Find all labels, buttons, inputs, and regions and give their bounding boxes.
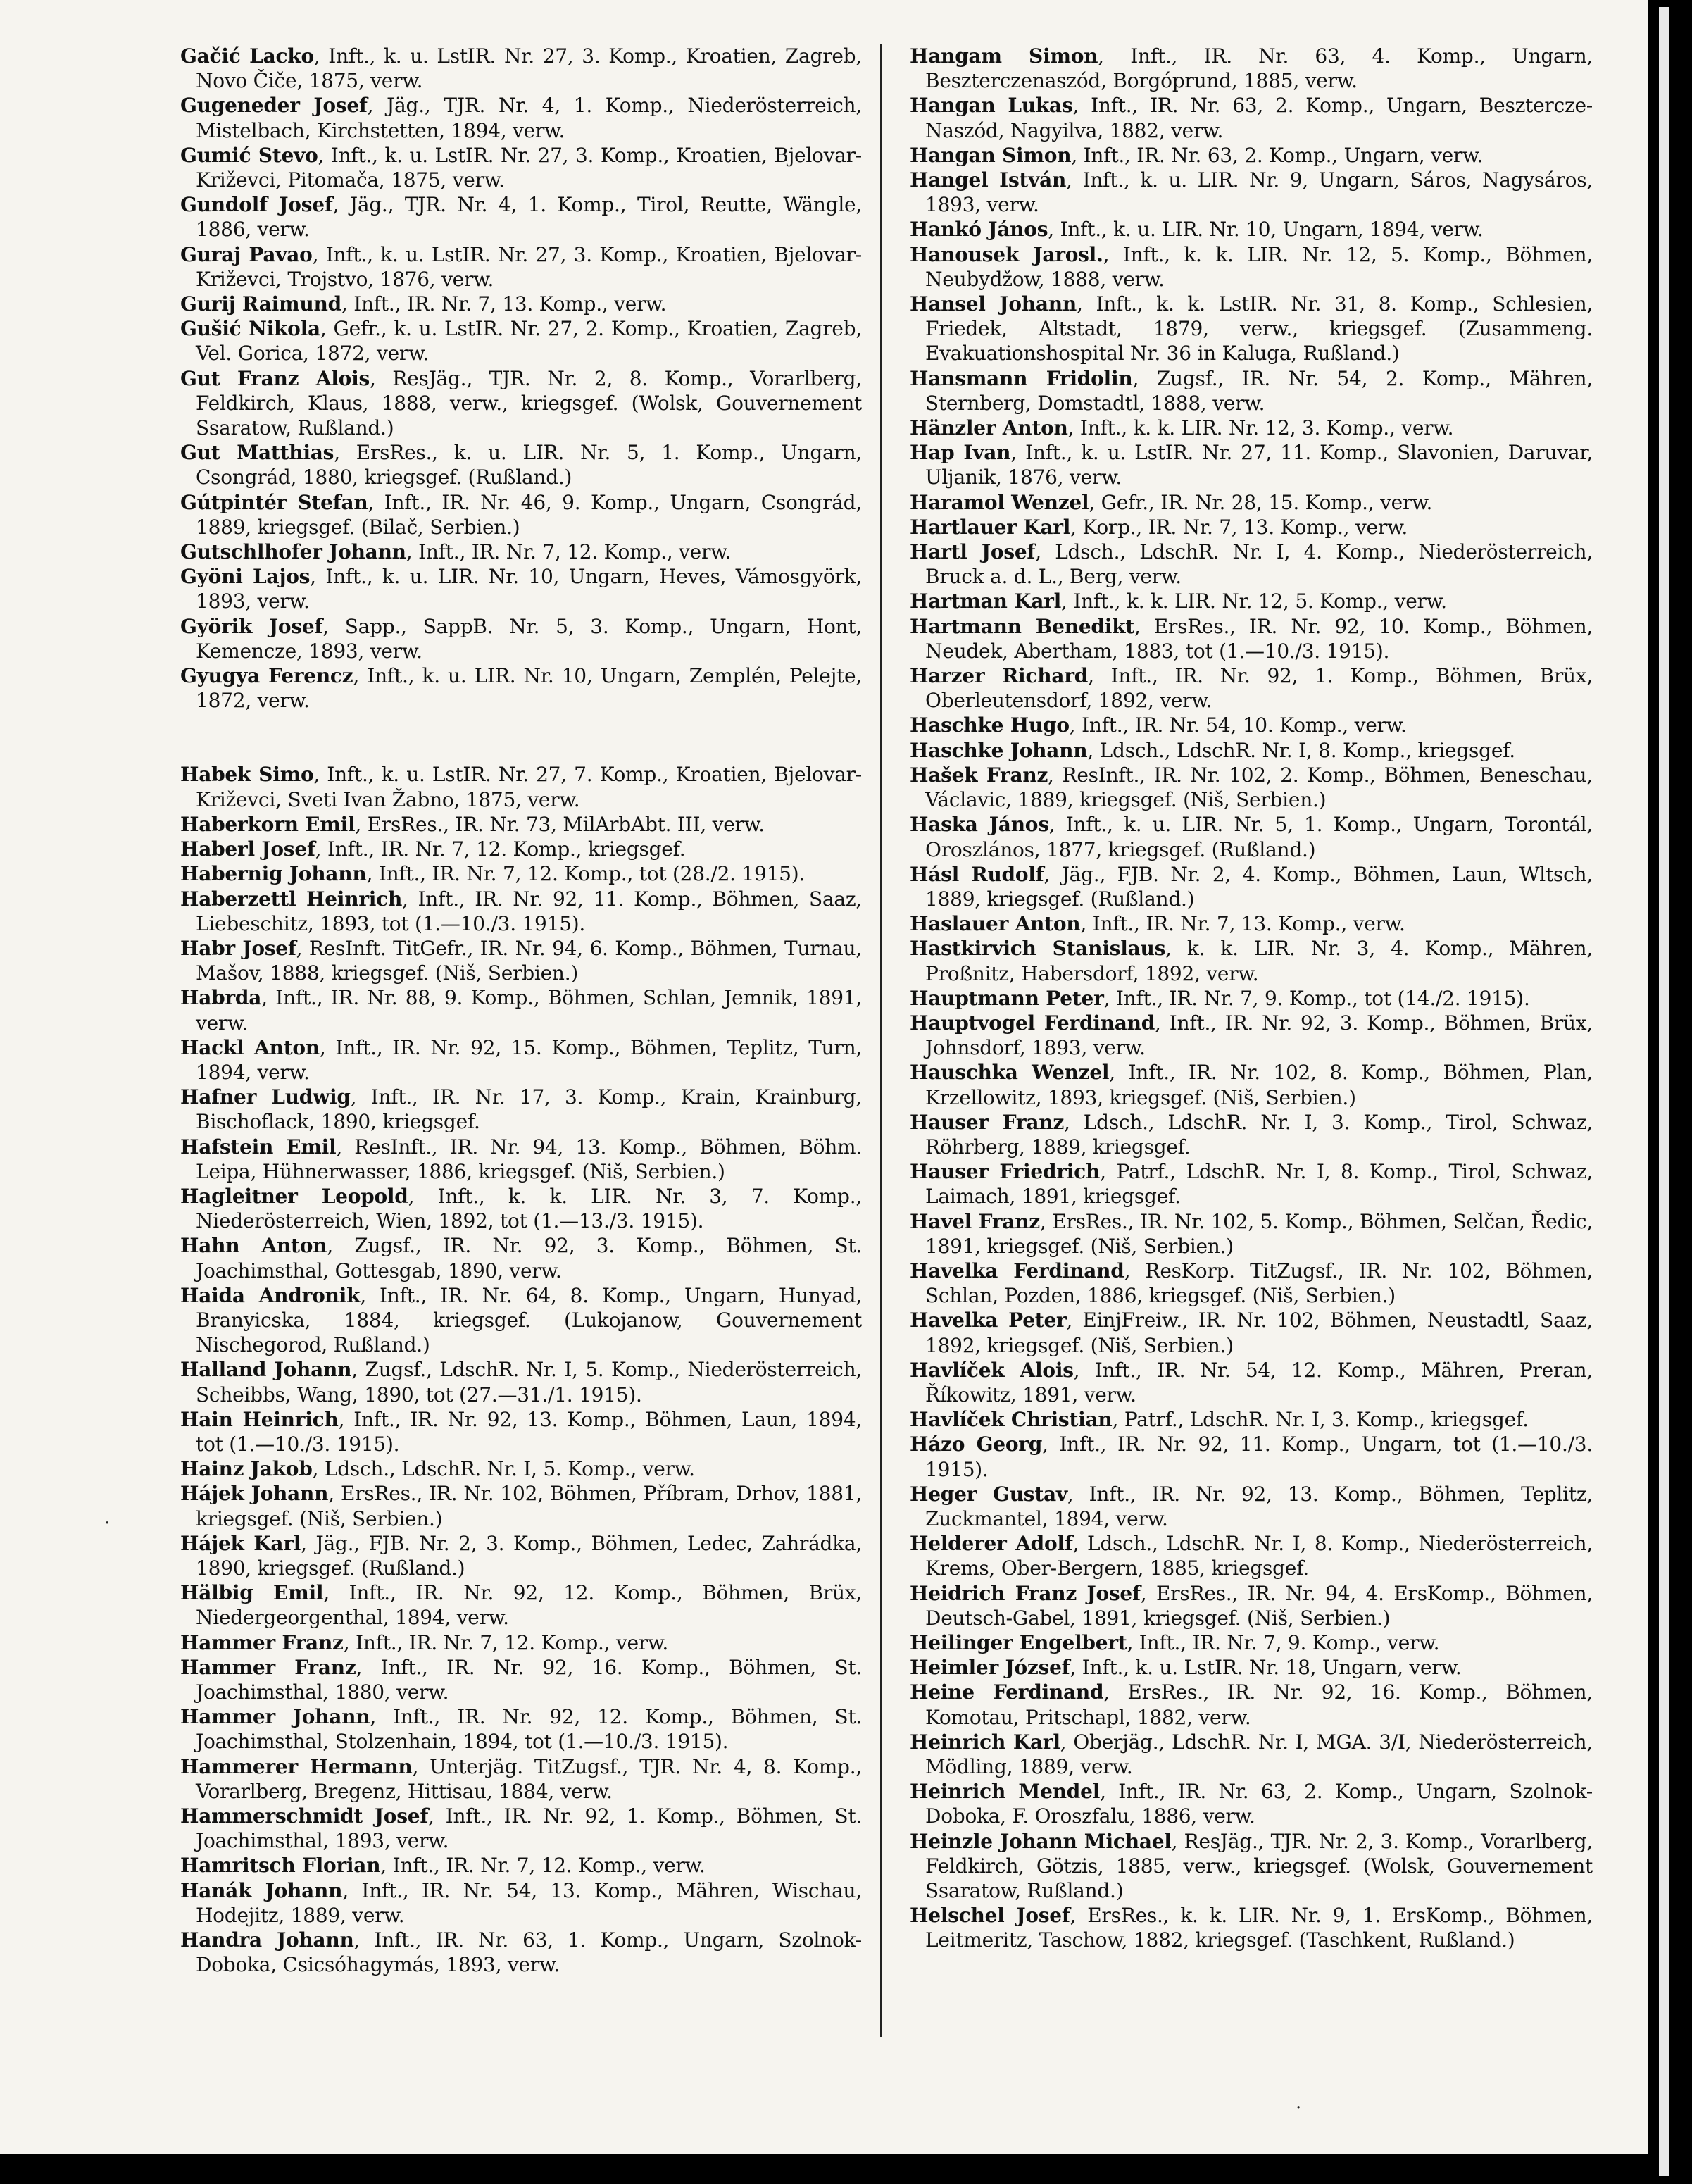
entry-details: , Inft., k. u. LstIR. Nr. 27, 7. Komp., Kroatien, Bjelovar-Križevci, Sveti Ivan Žabno, 1875, verw. <box>196 763 862 811</box>
list-entry <box>180 316 862 366</box>
entry-details: , Inft., IR. Nr. 102, 8. Komp., Böhmen, Plan, Krzellowitz, 1893, kriegsgef. (Niš, Serbien.) <box>925 1061 1593 1109</box>
list-entry <box>910 1829 1593 1904</box>
entry-details: , Inft., IR. Nr. 92, 16. Komp., Böhmen, St. Joachimsthal, 1880, verw. <box>196 1655 862 1704</box>
list-entry <box>910 143 1593 168</box>
entry-name: Hammer Franz <box>180 1630 344 1654</box>
entry-name: Gugeneder Josef <box>180 94 368 118</box>
list-entry <box>910 292 1593 366</box>
list-entry <box>910 217 1593 242</box>
entry-name: Gačić Lacko <box>180 44 314 68</box>
entry-name: Harzer Richard <box>910 664 1089 688</box>
entry-name: Hain Heinrich <box>180 1407 339 1431</box>
entry-name: Gut Franz Alois <box>180 366 370 390</box>
list-entry <box>910 1655 1593 1680</box>
list-entry <box>180 1878 862 1928</box>
entry-details: , Ldsch., LdschR. Nr. I, 3. Komp., Tirol, Schwaz, Röhrberg, 1889, kriegsgef. <box>925 1110 1593 1159</box>
entry-name: Handra Johann <box>180 1928 354 1952</box>
entry-name: Hartmann Benedikt <box>910 614 1134 638</box>
list-entry <box>910 1407 1593 1432</box>
entry-name: Hagleitner Leopold <box>180 1184 408 1208</box>
entry-details: , Inft., IR. Nr. 7, 13. Komp., verw. <box>1080 912 1405 936</box>
entry-details: , Inft., IR. Nr. 54, 12. Komp., Mähren, Preran, Říkowitz, 1891, verw. <box>925 1358 1593 1406</box>
list-entry <box>910 713 1593 737</box>
list-entry <box>910 1259 1593 1308</box>
entry-name: Hahn Anton <box>180 1234 327 1258</box>
scan-border-right <box>1648 0 1692 2184</box>
entry-name: Habrda <box>180 986 262 1010</box>
entry-details: , Korp., IR. Nr. 7, 13. Komp., verw. <box>1070 515 1408 539</box>
entry-name: Hackl Anton <box>180 1035 320 1059</box>
entry-details: , Inft., IR. Nr. 63, 2. Komp., Ungarn, Szolnok-Doboka, F. Oroszfalu, 1886, verw. <box>925 1780 1593 1828</box>
list-entry <box>910 1358 1593 1407</box>
entry-name: Hangan Simon <box>910 143 1072 167</box>
entry-details: , Ldsch., LdschR. Nr. I, 8. Komp., Niederösterreich, Krems, Ober-Bergern, 1885, kriegsgef. <box>925 1532 1593 1580</box>
list-entry <box>910 1482 1593 1531</box>
entry-name: Havel Franz <box>910 1209 1040 1233</box>
list-entry <box>910 1011 1593 1060</box>
entry-details: , Inft., IR. Nr. 64, 8. Komp., Ungarn, Hunyad, Branyicska, 1884, kriegsgef. (Lukojanow, Gouvernement Nischegorod, Rußland.) <box>196 1283 862 1357</box>
list-entry <box>180 192 862 242</box>
entry-details: , Inft., IR. Nr. 63, 4. Komp., Ungarn, Beszterczenaszód, Borgóprund, 1885, verw. <box>925 44 1593 93</box>
entry-details: , k. k. LIR. Nr. 3, 4. Komp., Mähren, Proßnitz, Habersdorf, 1892, verw. <box>925 937 1593 985</box>
entry-details: , ErsRes., k. k. LIR. Nr. 9, 1. ErsKomp., Böhmen, Leitmeritz, Taschow, 1882, kriegsgef. (Taschkent, Rußland.) <box>925 1904 1593 1952</box>
entry-name: Heine Ferdinand <box>910 1680 1104 1704</box>
entry-details: , Jäg., FJB. Nr. 2, 3. Komp., Böhmen, Ledec, Zahrádka, 1890, kriegsgef. (Rußland.) <box>196 1531 863 1580</box>
entry-details: , Patrf., LdschR. Nr. I, 8. Komp., Tirol, Schwaz, Laimach, 1891, kriegsgef. <box>925 1160 1593 1209</box>
entry-details: , Inft., IR. Nr. 92, 12. Komp., Böhmen, St. Joachimsthal, Stolzenhain, 1894, tot (1.—10./3. 1915). <box>196 1705 862 1754</box>
column-divider <box>880 44 882 2037</box>
entry-details: , Jäg., TJR. Nr. 4, 1. Komp., Niederösterreich, Mistelbach, Kirchstetten, 1894, verw. <box>196 94 862 142</box>
entry-details: , Inft., k. u. LIR. Nr. 10, Ungarn, Heves, Vámosgyörk, 1893, verw. <box>196 565 863 613</box>
list-entry <box>180 1853 862 1878</box>
list-entry <box>180 1035 862 1085</box>
entry-name: Gútpintér Stefan <box>180 490 368 514</box>
entry-name: Haramol Wenzel <box>910 490 1089 514</box>
list-entry <box>910 812 1593 861</box>
entry-name: Hauser Friedrich <box>910 1160 1101 1184</box>
list-entry <box>910 614 1593 663</box>
list-entry <box>180 1456 862 1481</box>
list-entry <box>180 1928 862 1977</box>
entry-details: , Ldsch., LdschR. Nr. I, 5. Komp., verw. <box>312 1457 695 1481</box>
list-entry <box>180 1407 862 1456</box>
entry-name: Hamritsch Florian <box>180 1854 381 1878</box>
list-entry <box>910 862 1593 911</box>
entry-details: , Oberjäg., LdschR. Nr. I, MGA. 3/I, Niederösterreich, Mödling, 1889, verw. <box>925 1730 1593 1779</box>
entry-name: Hájek Johann <box>180 1482 329 1506</box>
entry-details: , Inft., IR. Nr. 92, 1. Komp., Böhmen, St. Joachimsthal, 1893, verw. <box>196 1804 862 1853</box>
list-entry <box>180 1357 862 1406</box>
entry-name: Hauschka Wenzel <box>910 1061 1110 1085</box>
entry-details: , Inft., IR. Nr. 92, 1. Komp., Böhmen, Brüx, Oberleutensdorf, 1892, verw. <box>925 664 1593 713</box>
entry-name: Hainz Jakob <box>180 1457 313 1481</box>
list-entry <box>180 242 862 292</box>
entry-details: , Inft., IR. Nr. 63, 2. Komp., Ungarn, Besztercze-Naszód, Nagyilva, 1882, verw. <box>925 94 1593 142</box>
list-entry <box>180 93 862 142</box>
entry-details: , Inft., IR. Nr. 92, 13. Komp., Böhmen, Teplitz, Zuckmantel, 1894, verw. <box>925 1482 1593 1530</box>
entry-name: Hansel Johann <box>910 292 1077 316</box>
list-entry <box>180 614 862 663</box>
list-entry <box>180 143 862 192</box>
entry-name: Hašek Franz <box>910 763 1048 787</box>
entry-name: Havelka Peter <box>910 1309 1067 1333</box>
entry-name: Hartlauer Karl <box>910 515 1071 539</box>
entry-details: , Inft., IR. Nr. 92, 11. Komp., Böhmen, Saaz, Liebeschitz, 1893, tot (1.—10./3. 1915). <box>196 887 862 935</box>
entry-name: Hap Ivan <box>910 441 1011 465</box>
entry-details: , Inft., IR. Nr. 54, 10. Komp., verw. <box>1069 713 1407 737</box>
entry-name: Házo Georg <box>910 1433 1043 1456</box>
list-entry <box>910 1630 1593 1655</box>
entry-details: , Jäg., FJB. Nr. 2, 4. Komp., Böhmen, Laun, Wltsch, 1889, kriegsgef. (Rußland.) <box>925 862 1593 911</box>
list-entry <box>180 1704 862 1754</box>
entry-details: , Inft., IR. Nr. 7, 13. Komp., verw. <box>341 292 667 316</box>
entry-name: Hammer Johann <box>180 1705 370 1729</box>
entry-name: Helderer Adolf <box>910 1532 1073 1556</box>
list-entry <box>180 1085 862 1134</box>
list-entry <box>910 93 1593 142</box>
entry-details: , ErsRes., IR. Nr. 102, 5. Komp., Böhmen, Selčan, Ředic, 1891, kriegsgef. (Niš, Serbien.) <box>925 1209 1593 1258</box>
entry-name: Heimler József <box>910 1656 1070 1680</box>
section-gap <box>180 713 862 762</box>
list-entry <box>180 490 862 539</box>
entry-details: , Inft., k. k. LstIR. Nr. 31, 8. Komp., Schlesien, Friedek, Altstadt, 1879, verw., kriegsgef. (Zusammeng. Evakuationshospital Nr. 36 in Kaluga, Rußland.) <box>925 292 1593 366</box>
entry-details: , ErsRes., IR. Nr. 94, 4. ErsKomp., Böhmen, Deutsch-Gabel, 1891, kriegsgef. (Niš, Serbien.) <box>925 1581 1593 1630</box>
entry-details: , Inft., k. u. LIR. Nr. 9, Ungarn, Sáros, Nagysáros, 1893, verw. <box>925 168 1593 217</box>
entry-details: , Gefr., k. u. LstIR. Nr. 27, 2. Komp., Kroatien, Zagreb, Vel. Gorica, 1872, verw. <box>196 317 862 366</box>
entry-name: Haberzettl Heinrich <box>180 887 403 911</box>
entry-details: , Inft., k. k. LIR. Nr. 3, 7. Komp., Niederösterreich, Wien, 1892, tot (1.—13./3. 1915). <box>196 1184 863 1233</box>
entry-name: Gumić Stevo <box>180 143 318 167</box>
list-entry <box>910 1432 1593 1481</box>
entry-name: Gundolf Josef <box>180 193 333 217</box>
list-entry <box>180 936 862 985</box>
entry-details: , ResKorp. TitZugsf., IR. Nr. 102, Böhmen, Schlan, Pozden, 1886, kriegsgef. (Niš, Serbien.) <box>925 1259 1593 1308</box>
entry-name: Helschel Josef <box>910 1904 1070 1928</box>
entry-details: , Inft., IR. Nr. 17, 3. Komp., Krain, Krainburg, Bischoflack, 1890, kriegsgef. <box>196 1085 862 1134</box>
entry-details: , Inft., IR. Nr. 92, 12. Komp., Böhmen, Brüx, Niedergeorgenthal, 1894, verw. <box>196 1581 862 1630</box>
entry-name: Heidrich Franz Josef <box>910 1581 1141 1605</box>
entry-name: Havelka Ferdinand <box>910 1259 1124 1283</box>
entry-details: , Inft., IR. Nr. 7, 12. Komp., verw. <box>343 1630 669 1654</box>
scan-speck: · <box>104 1513 111 1534</box>
list-entry <box>910 1060 1593 1109</box>
list-entry <box>180 1184 862 1233</box>
list-entry <box>910 1581 1593 1630</box>
list-entry <box>910 763 1593 812</box>
entry-details: , Ldsch., LdschR. Nr. I, 8. Komp., kriegsgef. <box>1087 738 1515 762</box>
entry-name: Gyöni Lajos <box>180 565 311 589</box>
list-entry <box>910 1110 1593 1159</box>
entry-details: , Inft., IR. Nr. 54, 13. Komp., Mähren, Wischau, Hodejitz, 1889, verw. <box>196 1878 862 1927</box>
entry-details: , ResInft., IR. Nr. 94, 13. Komp., Böhmen, Böhm. Leipa, Hühnerwasser, 1886, kriegsgef. (Niš, Serbien.) <box>196 1135 862 1183</box>
entry-name: Hansmann Fridolin <box>910 366 1133 390</box>
entry-details: , Inft., IR. Nr. 92, 15. Komp., Böhmen, Teplitz, Turn, 1894, verw. <box>196 1035 863 1084</box>
list-entry <box>910 44 1593 93</box>
entry-details: , Inft., IR. Nr. 88, 9. Komp., Böhmen, Schlan, Jemnik, 1891, verw. <box>196 986 862 1035</box>
entry-details: , Inft., IR. Nr. 7, 12. Komp., tot (28./2. 1915). <box>366 862 806 886</box>
entry-name: Hammer Franz <box>180 1655 356 1679</box>
entry-details: , Inft., IR. Nr. 92, 11. Komp., Ungarn, tot (1.—10./3. 1915). <box>925 1433 1593 1481</box>
list-entry <box>180 564 862 613</box>
entry-details: , Zugsf., LdschR. Nr. I, 5. Komp., Niederösterreich, Scheibbs, Wang, 1890, tot (27.—31./1. 1915). <box>196 1358 862 1406</box>
entry-details: , Inft., IR. Nr. 7, 12. Komp., verw. <box>406 540 732 564</box>
list-entry <box>180 663 862 713</box>
entry-name: Hauptmann Peter <box>910 986 1104 1010</box>
entry-details: , Inft., k. k. LIR. Nr. 12, 3. Komp., verw. <box>1067 416 1454 440</box>
entry-details: , Sapp., SappB. Nr. 5, 3. Komp., Ungarn, Hont, Kemencze, 1893, verw. <box>196 614 862 663</box>
entry-details: , Inft., IR. Nr. 92, 13. Komp., Böhmen, Laun, 1894, tot (1.—10./3. 1915). <box>196 1407 862 1456</box>
list-entry <box>910 1680 1593 1729</box>
entry-name: Haslauer Anton <box>910 912 1081 936</box>
entry-name: Havlíček Alois <box>910 1358 1074 1382</box>
list-entry <box>910 1531 1593 1580</box>
list-entry <box>180 985 862 1035</box>
entry-details: , ErsRes., IR. Nr. 92, 16. Komp., Böhmen, Komotau, Pritschapl, 1882, verw. <box>925 1680 1593 1729</box>
entry-details: , Inft., IR. Nr. 63, 1. Komp., Ungarn, Szolnok-Doboka, Csicsóhagymás, 1893, verw. <box>196 1928 863 1977</box>
entry-name: Haschke Hugo <box>910 713 1070 737</box>
entry-details: , ErsRes., IR. Nr. 102, Böhmen, Příbram, Drhov, 1881, kriegsgef. (Niš, Serbien.) <box>196 1482 862 1530</box>
list-entry <box>910 1903 1593 1952</box>
entry-name: Haska János <box>910 813 1049 837</box>
list-entry <box>910 539 1593 589</box>
list-entry <box>180 366 862 441</box>
entry-details: , ErsRes., IR. Nr. 73, MilArbAbt. III, verw. <box>355 812 765 836</box>
list-entry <box>180 1655 862 1704</box>
entry-name: Gurij Raimund <box>180 292 341 316</box>
entry-details: , Inft., k. u. LstIR. Nr. 27, 3. Komp., Kroatien, Bjelovar-Križevci, Trojstvo, 1876, verw. <box>196 242 863 291</box>
list-entry <box>910 515 1593 539</box>
entry-name: Hälbig Emil <box>180 1581 324 1605</box>
entry-name: Havlíček Christian <box>910 1408 1113 1432</box>
entry-details: , Inft., IR. Nr. 7, 9. Komp., tot (14./2. 1915). <box>1103 986 1530 1010</box>
list-entry <box>910 1308 1593 1357</box>
list-entry <box>180 1804 862 1853</box>
entry-name: Hammerer Hermann <box>180 1754 413 1778</box>
entry-name: Gutschlhofer Johann <box>180 540 406 564</box>
entry-details: , Inft., k. u. LstIR. Nr. 27, 3. Komp., Kroatien, Bjelovar-Križevci, Pitomača, 1875, verw. <box>196 143 862 192</box>
entry-details: , ResJäg., TJR. Nr. 2, 8. Komp., Vorarlberg, Feldkirch, Klaus, 1888, verw., kriegsgef. (Wolsk, Gouvernement Ssaratow, Rußland.) <box>196 366 862 440</box>
list-entry <box>180 539 862 564</box>
entry-name: Györik Josef <box>180 614 323 638</box>
entry-name: Hauptvogel Ferdinand <box>910 1011 1155 1035</box>
list-entry <box>180 1481 862 1530</box>
list-entry <box>180 887 862 936</box>
entry-details: , ErsRes., IR. Nr. 92, 10. Komp., Böhmen, Neudek, Abertham, 1883, tot (1.—10./3. 1915). <box>925 614 1593 663</box>
entry-details: , ResInft., IR. Nr. 102, 2. Komp., Böhmen, Beneschau, Václavic, 1889, kriegsgef. (Niš, Serbien.) <box>925 763 1593 812</box>
list-entry <box>180 1630 862 1655</box>
list-entry <box>910 1209 1593 1259</box>
entry-details: , Inft., IR. Nr. 7, 9. Komp., verw. <box>1127 1631 1440 1654</box>
list-entry <box>910 738 1593 763</box>
list-entry <box>180 812 862 837</box>
entry-name: Gyugya Ferencz <box>180 664 353 688</box>
list-entry <box>180 861 862 886</box>
list-entry <box>910 1779 1593 1828</box>
entry-name: Heinzle Johann Michael <box>910 1829 1172 1853</box>
entry-details: , Inft., k. u. LIR. Nr. 10, Ungarn, Zemplén, Pelejte, 1872, verw. <box>196 664 863 713</box>
entry-name: Hankó János <box>910 218 1048 242</box>
entry-details: , Inft., k. u. LIR. Nr. 10, Ungarn, 1894, verw. <box>1048 218 1484 242</box>
list-entry <box>910 911 1593 936</box>
entry-details: , Inft., IR. Nr. 7, 12. Komp., kriegsgef. <box>315 837 686 861</box>
entry-details: , Inft., k. k. LIR. Nr. 12, 5. Komp., Böhmen, Neubydžow, 1888, verw. <box>925 242 1593 291</box>
entry-name: Hásl Rudolf <box>910 862 1044 886</box>
entry-details: , Inft., IR. Nr. 63, 2. Komp., Ungarn, verw. <box>1071 143 1484 167</box>
entry-details: , ResInft. TitGefr., IR. Nr. 94, 6. Komp., Böhmen, Turnau, Mašov, 1888, kriegsgef. (Niš, Serbien.) <box>196 936 862 985</box>
entry-name: Habernig Johann <box>180 862 367 886</box>
entry-name: Hartl Josef <box>910 540 1036 564</box>
list-entry <box>180 1580 862 1630</box>
entry-name: Habr Josef <box>180 936 296 960</box>
entry-name: Heger Gustav <box>910 1482 1067 1506</box>
entry-name: Hammerschmidt Josef <box>180 1804 429 1828</box>
entry-name: Hangel István <box>910 168 1067 192</box>
entry-name: Hanák Johann <box>180 1878 343 1902</box>
entry-name: Gut Matthias <box>180 441 334 465</box>
list-entry <box>180 44 862 93</box>
entry-details: , Inft., k. k. LIR. Nr. 12, 5. Komp., verw. <box>1061 589 1447 613</box>
list-entry <box>910 490 1593 515</box>
entry-name: Hangam Simon <box>910 44 1098 68</box>
entry-details: , Patrf., LdschR. Nr. I, 3. Komp., kriegsgef. <box>1112 1408 1529 1432</box>
right-column <box>910 44 1593 1953</box>
entry-name: Heinrich Mendel <box>910 1780 1101 1804</box>
entry-name: Haberkorn Emil <box>180 812 356 836</box>
entry-details: , ErsRes., k. u. LIR. Nr. 5, 1. Komp., Ungarn, Csongrád, 1880, kriegsgef. (Rußland.) <box>196 441 863 489</box>
entry-name: Haberl Josef <box>180 837 315 861</box>
entry-name: Hájek Karl <box>180 1531 301 1555</box>
list-entry <box>910 986 1593 1011</box>
entry-name: Hanousek Jarosl. <box>910 242 1103 266</box>
entry-name: Hartman Karl <box>910 589 1062 613</box>
entry-details: , Unterjäg. TitZugsf., TJR. Nr. 4, 8. Komp., Vorarlberg, Bregenz, Hittisau, 1884, verw. <box>196 1754 863 1803</box>
entry-name: Guraj Pavao <box>180 242 313 266</box>
list-entry <box>180 1531 862 1580</box>
entry-details: , Gefr., IR. Nr. 28, 15. Komp., verw. <box>1089 490 1433 514</box>
entry-details: , Inft., IR. Nr. 92, 3. Komp., Böhmen, Brüx, Johnsdorf, 1893, verw. <box>925 1011 1593 1060</box>
entry-details: , Jäg., TJR. Nr. 4, 1. Komp., Tirol, Reutte, Wängle, 1886, verw. <box>196 193 863 242</box>
entry-name: Halland Johann <box>180 1358 352 1382</box>
list-entry <box>180 1754 862 1804</box>
entry-name: Haida Andronik <box>180 1283 361 1307</box>
list-entry <box>180 292 862 316</box>
entry-name: Hafstein Emil <box>180 1135 337 1159</box>
list-entry <box>180 1283 862 1358</box>
scan-border-band <box>1659 7 1669 2176</box>
entry-details: , Inft., k. u. LstIR. Nr. 27, 11. Komp., Slavonien, Daruvar, Uljanik, 1876, verw. <box>925 441 1593 489</box>
entry-name: Haschke Johann <box>910 738 1088 762</box>
list-entry <box>180 837 862 861</box>
entry-name: Hänzler Anton <box>910 416 1068 440</box>
entry-name: Hafner Ludwig <box>180 1085 351 1109</box>
entry-details: , Inft., IR. Nr. 46, 9. Komp., Ungarn, Csongrád, 1889, kriegsgef. (Bilač, Serbien.) <box>196 490 862 539</box>
list-entry <box>910 936 1593 985</box>
entry-details: , Inft., k. u. LstIR. Nr. 18, Ungarn, verw. <box>1070 1656 1462 1680</box>
entry-details: , ResJäg., TJR. Nr. 2, 3. Komp., Vorarlberg, Feldkirch, Götzis, 1885, verw., kriegsgef. (Wolsk, Gouvernement Ssaratow, Rußland.) <box>925 1829 1593 1903</box>
entry-name: Heilinger Engelbert <box>910 1631 1127 1654</box>
entry-name: Hastkirvich Stanislaus <box>910 937 1166 961</box>
list-entry <box>910 416 1593 440</box>
list-entry <box>910 1730 1593 1779</box>
entry-details: , Zugsf., IR. Nr. 92, 3. Komp., Böhmen, St. Joachimsthal, Gottesgab, 1890, verw. <box>196 1234 863 1283</box>
list-entry <box>910 440 1593 489</box>
entry-details: , Ldsch., LdschR. Nr. I, 4. Komp., Niederösterreich, Bruck a. d. L., Berg, verw. <box>925 540 1593 589</box>
list-entry <box>910 366 1593 416</box>
entry-name: Heinrich Karl <box>910 1730 1060 1754</box>
entry-details: , Inft., IR. Nr. 7, 12. Komp., verw. <box>380 1854 706 1878</box>
entry-name: Gušić Nikola <box>180 317 320 341</box>
entry-details: , Inft., k. u. LstIR. Nr. 27, 3. Komp., Kroatien, Zagreb, Novo Čiče, 1875, verw. <box>196 44 863 93</box>
list-entry <box>910 168 1593 217</box>
list-entry <box>910 242 1593 292</box>
scan-speck: · <box>1296 2097 1302 2119</box>
left-column <box>180 44 862 1977</box>
entry-details: , EinjFreiw., IR. Nr. 102, Böhmen, Neustadtl, Saaz, 1892, kriegsgef. (Niš, Serbien.) <box>925 1309 1593 1357</box>
list-entry <box>180 762 862 811</box>
entry-name: Habek Simo <box>180 763 314 787</box>
list-entry <box>180 440 862 489</box>
entry-name: Hangan Lukas <box>910 94 1073 118</box>
entry-name: Hauser Franz <box>910 1110 1065 1134</box>
list-entry <box>180 1135 862 1184</box>
entry-details: , Inft., k. u. LIR. Nr. 5, 1. Komp., Ungarn, Torontál, Oroszlános, 1877, kriegsgef. (Rußland.) <box>925 813 1593 861</box>
list-entry <box>910 589 1593 613</box>
scan-border-bottom <box>0 2154 1648 2184</box>
list-entry <box>180 1233 862 1283</box>
list-entry <box>910 663 1593 713</box>
entry-details: , Zugsf., IR. Nr. 54, 2. Komp., Mähren, Sternberg, Domstadtl, 1888, verw. <box>925 366 1593 415</box>
list-entry <box>910 1159 1593 1209</box>
